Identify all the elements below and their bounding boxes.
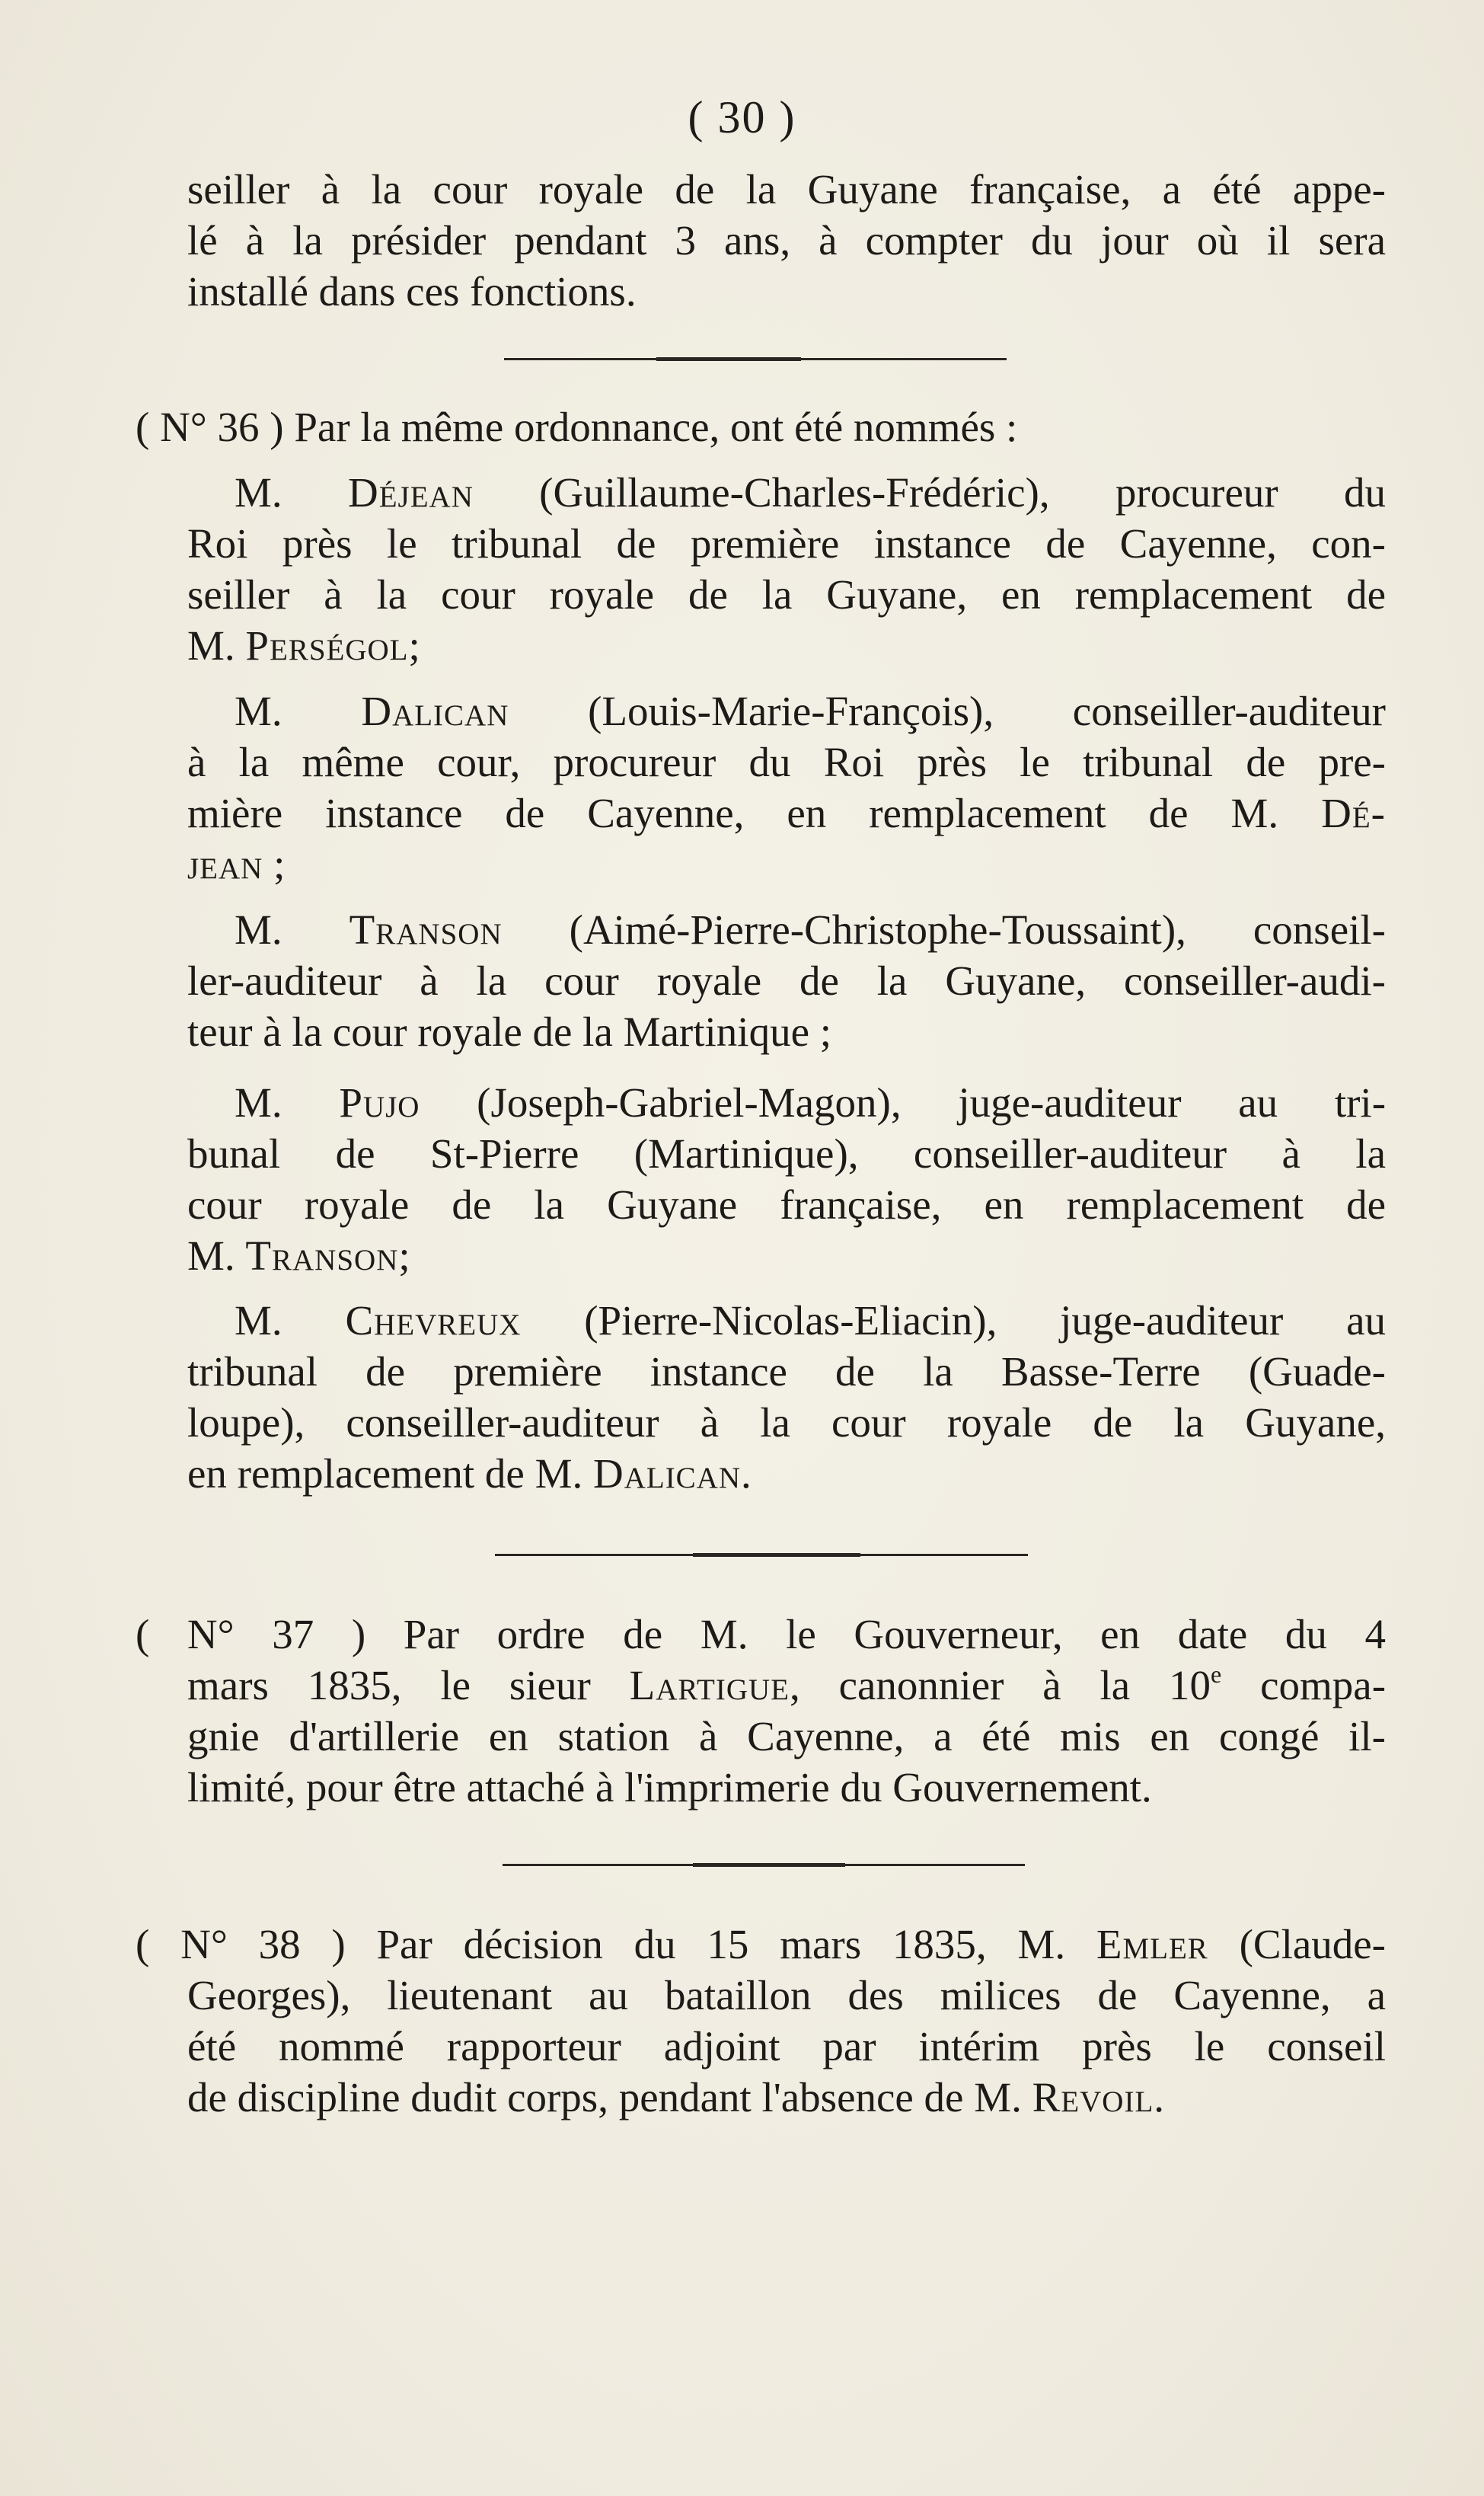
entry-36-appointment-3: M. Transon (Aimé-Pierre-Christophe-Toussaint), conseil- ler-auditeur à la cour royale de la Guyane, conseiller-audi- teur à la cour royale de la Martinique ; <box>187 904 1386 1057</box>
text-line: teur à la cour royale de la Martinique ; <box>187 1008 832 1055</box>
separator-rule <box>504 358 1007 360</box>
entry-36-heading: ( N° 36 ) Par la même ordonnance, ont été nommés : <box>136 404 1018 450</box>
text-line: Georges), lieutenant au bataillon des milices de Cayenne, a <box>187 1972 1386 2018</box>
entry-36-appointment-5: M. Chevreux (Pierre-Nicolas-Eliacin), juge-auditeur au tribunal de première instance de la Basse-Terre (Guade- loupe), conseiller-auditeur à la cour royale de la Guyane, en remplacement de M. Dalican. <box>187 1297 1386 1497</box>
text-line: limité, pour être attaché à l'imprimerie du Gouvernement. <box>187 1764 1152 1810</box>
text-line: Roi près le tribunal de première instance de Cayenne, con- <box>187 520 1386 567</box>
text-line: été nommé rapporteur adjoint par intérim près le conseil <box>187 2023 1386 2069</box>
entry-36-appointment-4: M. Pujo (Joseph-Gabriel-Magon), juge-auditeur au tri- bunal de St-Pierre (Martinique), conseiller-auditeur à la cour royale de la Guyane française, en remplacement de M. Transon; <box>187 1079 1387 1279</box>
person-name: Déjean <box>347 469 474 516</box>
text-line: lé à la présider pendant 3 ans, à compter du jour où il sera <box>187 217 1386 264</box>
person-name: Emler <box>1096 1921 1208 1967</box>
text-line: seiller à la cour royale de la Guyane française, a été appe- <box>187 166 1386 213</box>
text-line: seiller à la cour royale de la Guyane, en remplacement de <box>187 571 1386 618</box>
person-name: jean <box>187 841 263 887</box>
entry-36-appointment-2: M. Dalican (Louis-Marie-François), conseiller-auditeur à la même cour, procureur du Roi près le tribunal de pre- mière instance de Cayenne, en remplacement de M. Dé- jean ; <box>187 688 1386 887</box>
entry-38: ( N° 38 ) Par décision du 15 mars 1835, M. Emler (Claude- Georges), lieutenant au bataillon des milices de Cayenne, a été nommé rapporteur adjoint par intérim près le conseil de discipline dudit corps, pendant l'absence de M. Revoil. <box>136 1921 1386 2120</box>
person-name: Lartigue <box>629 1662 790 1708</box>
text-line: installé dans ces fonctions. <box>187 268 637 315</box>
entry-36-appointment-1: M. Déjean (Guillaume-Charles-Frédéric), procureur du Roi près le tribunal de première instance de Cayenne, con- seiller à la cour royale de la Guyane, en remplacement de M. Perségol; <box>187 469 1386 669</box>
person-name: Perségol <box>245 622 409 669</box>
text-line: à la même cour, procureur du Roi près le tribunal de pre- <box>187 739 1386 785</box>
text-line: cour royale de la Guyane française, en remplacement de <box>187 1181 1386 1228</box>
person-name: Pujo <box>339 1079 420 1126</box>
entry-36 <box>136 401 1386 452</box>
text-line: bunal de St-Pierre (Martinique), conseiller-auditeur à la <box>187 1130 1386 1177</box>
intro-paragraph <box>187 164 1386 317</box>
text-line: loupe), conseiller-auditeur à la cour royale de la Guyane, <box>187 1399 1386 1446</box>
person-name: Revoil <box>1032 2074 1154 2120</box>
text-line: ler-auditeur à la cour royale de la Guyane, conseiller-audi- <box>187 957 1386 1004</box>
person-name: Transon <box>245 1232 399 1279</box>
text-line: ( N° 37 ) Par ordre de M. le Gouverneur, en date du 4 <box>136 1611 1386 1657</box>
person-name: Transon <box>349 906 503 953</box>
person-name: Dé- <box>1321 790 1386 836</box>
separator-rule <box>503 1864 1025 1866</box>
text-line: gnie d'artillerie en station à Cayenne, a été mis en congé il- <box>187 1713 1386 1759</box>
text-line: tribunal de première instance de la Basse-Terre (Guade- <box>187 1348 1386 1395</box>
separator-rule <box>495 1554 1028 1556</box>
entry-37: ( N° 37 ) Par ordre de M. le Gouverneur, en date du 4 mars 1835, le sieur Lartigue, canonnier à la 10e compa- gnie d'artillerie en station à Cayenne, a été mis en congé il- limité, pour être attaché à l'imprimerie du Gouvernement. <box>136 1609 1386 1813</box>
person-name: Dalican <box>592 1450 742 1497</box>
page-number: ( 30 ) <box>688 92 796 142</box>
person-name: Chevreux <box>345 1297 522 1344</box>
person-name: Dalican <box>361 688 509 734</box>
